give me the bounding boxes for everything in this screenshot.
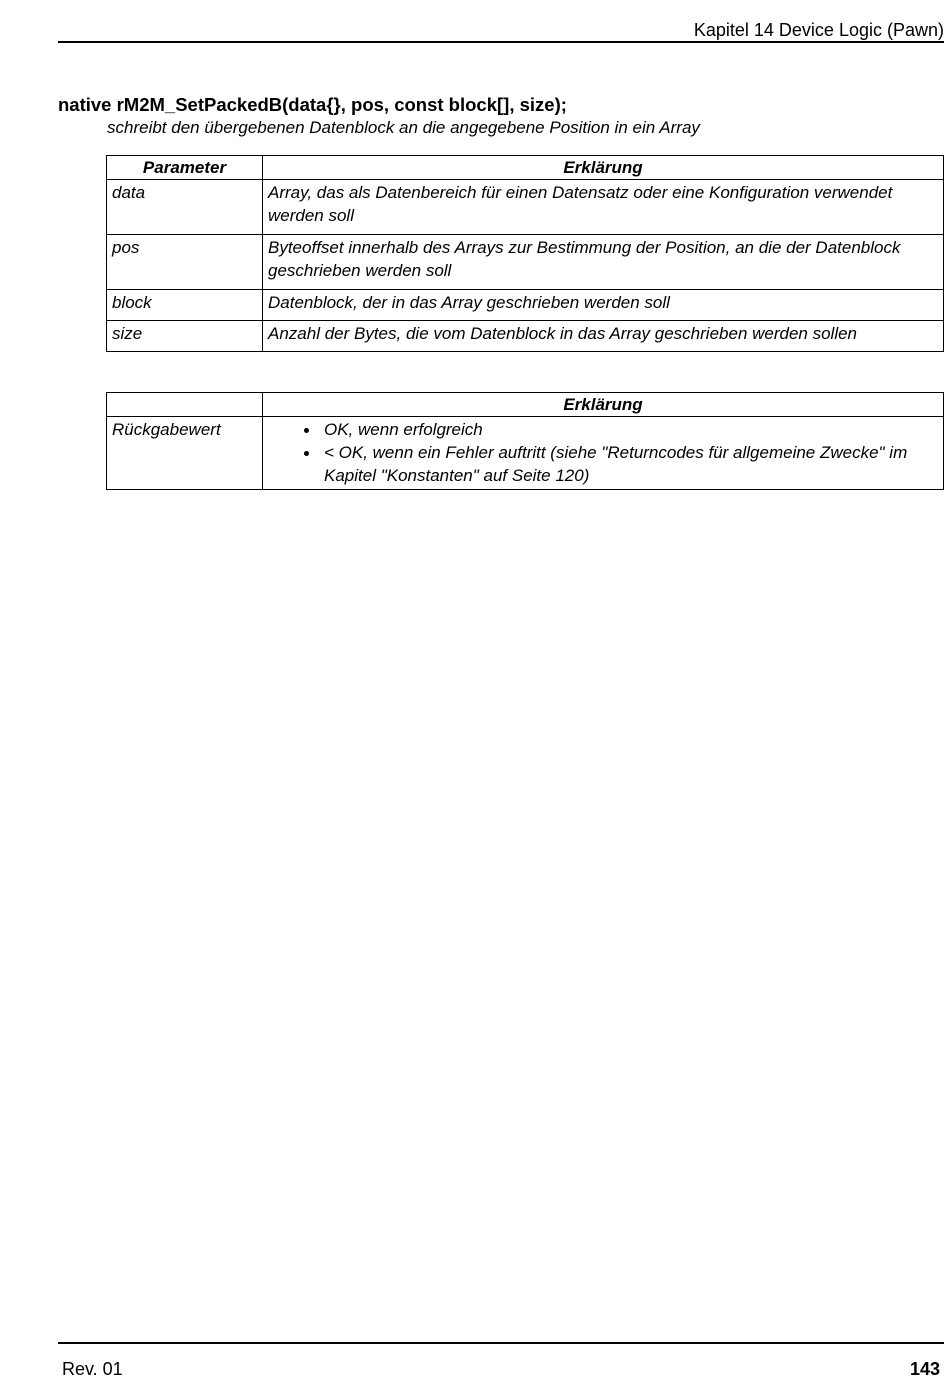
list-item: OK, wenn erfolgreich — [324, 418, 938, 441]
parameter-table — [106, 155, 944, 352]
parameter-explanation: Array, das als Datenbereich für einen Datensatz oder eine Konfiguration verwendet werden soll — [263, 180, 944, 235]
return-value-explanation — [263, 417, 944, 490]
column-header-parameter: Parameter — [107, 156, 263, 180]
parameter-name: data — [107, 180, 263, 235]
page-number: 143 — [909, 1359, 940, 1379]
column-header-explanation: Erklärung — [263, 156, 944, 180]
parameter-name: size — [107, 321, 263, 352]
revision-label: Rev. 01 — [62, 1359, 123, 1379]
column-header-explanation: Erklärung — [263, 393, 944, 417]
return-value-table — [106, 392, 944, 490]
list-item: < OK, wenn ein Fehler auftritt (siehe "Returncodes für allgemeine Zwecke" im Kapitel "Konstanten" auf Seite 120) — [324, 441, 938, 487]
parameter-name: block — [107, 290, 263, 321]
parameter-name: pos — [107, 235, 263, 290]
table-row — [107, 290, 944, 321]
table-row — [107, 235, 944, 290]
footer-divider — [58, 1342, 944, 1344]
table-row — [107, 180, 944, 235]
return-value-label: Rückgabewert — [107, 417, 263, 490]
parameter-explanation: Anzahl der Bytes, die vom Datenblock in das Array geschrieben werden sollen — [263, 321, 944, 352]
table-header-row — [107, 156, 944, 180]
function-description: schreibt den übergebenen Datenblock an die angegebene Position in ein Array — [107, 118, 700, 137]
table-header-row — [107, 393, 944, 417]
parameter-explanation: Datenblock, der in das Array geschrieben werden soll — [263, 290, 944, 321]
table-row — [107, 321, 944, 352]
column-header-empty — [107, 393, 263, 417]
header-divider — [58, 41, 944, 43]
page-header-title: Kapitel 14 Device Logic (Pawn) — [693, 20, 944, 40]
table-row — [107, 417, 944, 490]
parameter-explanation: Byteoffset innerhalb des Arrays zur Bestimmung der Position, an die der Datenblock geschrieben werden soll — [263, 235, 944, 290]
return-value-list — [268, 418, 938, 487]
function-signature: native rM2M_SetPackedB(data{}, pos, const block[], size); — [58, 94, 567, 115]
